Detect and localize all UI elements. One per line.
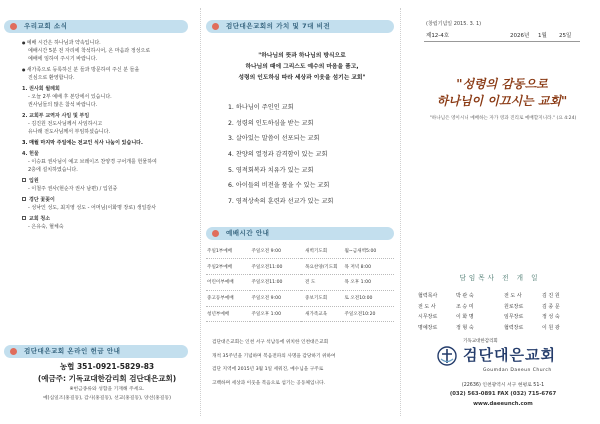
worship-time: 주일오후 1:00 — [250, 306, 301, 322]
worship-table — [206, 243, 394, 322]
theme-line-1: "성령의 감동으로 — [456, 77, 548, 91]
theme-verse: "하나님은 영이시니 예배하는 자가 영과 진리로 예배할지니라." (요 4:24) — [429, 116, 577, 121]
worship-row — [206, 259, 394, 275]
vision-item: 3. 살아있는 말씀이 선포되는 교회 — [228, 135, 320, 143]
announcement-line — [22, 112, 194, 120]
vision-item: 1. 하나님이 주인인 교회 — [228, 104, 294, 111]
church-name: 검단대은교회 — [463, 346, 556, 364]
bank-account: 농협 351-0921-5829-83 — [59, 362, 155, 371]
vision-item: 5. 영적회복과 치유가 있는 교회 — [228, 166, 314, 174]
header-dot-icon — [10, 348, 17, 355]
announcements-header — [4, 20, 188, 33]
announcement-text: - 성낙인 성도, 최지영 성도 - 어머님(이화명 장로) 생일감사 — [28, 205, 157, 211]
checkbox-square-icon — [22, 178, 26, 182]
online-offering-header-text: 검단대은교회 온라인 헌금 안내 — [24, 347, 121, 355]
bullet-icon: ● — [22, 40, 27, 45]
announcement-line — [22, 223, 194, 231]
bank-example: 예)십일조(홍길동), 감사(홍길동), 선교(홍길동), 양선(홍길동) — [43, 396, 171, 401]
announcement-text: 2. 교회부 교역자 사임 및 부임 — [22, 113, 90, 119]
vision-item: 2. 성령의 인도하심을 받는 교회 — [228, 119, 314, 127]
church-intro-line: 고백하며 세상과 이웃을 복음으로 섬기는 공동체입니다. — [212, 380, 326, 386]
worship-row — [206, 243, 394, 259]
staff-role: 원로장로 — [504, 303, 524, 310]
worship-time: 주일오전11:00 — [250, 275, 301, 291]
church-intro-line: 검단 지역에 2015년 3월 1일 세워진, 예수님을 구주로 — [212, 367, 324, 373]
announcement-line — [22, 196, 194, 204]
staff-name: 이 원 광 — [542, 324, 560, 331]
staff-row — [418, 312, 590, 323]
church-phone: (032) 563-0891 FAX (032) 715-6767 — [449, 391, 557, 397]
announcement-line — [22, 150, 194, 158]
announcement-text: 유나래 전도사님께서 부임하셨습니다. — [28, 129, 111, 135]
announcement-line — [22, 47, 194, 55]
staff-name: 박 관 숙 — [456, 293, 474, 299]
staff-name: 정 성 숙 — [542, 314, 560, 320]
vision-list — [228, 100, 398, 210]
announcement-line — [22, 101, 194, 109]
staff-name: 조 승 미 — [456, 303, 474, 310]
announcement-line — [22, 185, 194, 193]
vision-item: 6. 아이들의 비전을 품을 수 있는 교회 — [228, 182, 330, 190]
checkbox-square-icon — [22, 216, 26, 220]
denomination-name: 기독교대한감리회 — [463, 339, 498, 344]
worship-row — [206, 306, 394, 322]
staff-role: 전 도 사 — [418, 303, 436, 310]
worship-time: 월~금새벽5:00 — [343, 243, 394, 259]
announcement-text: - 김진원 전도사님께서 사임하시고 — [28, 121, 103, 127]
contact-info — [410, 381, 596, 409]
announcement-text: 권사님들의 많은 참석 바랍니다. — [28, 102, 98, 108]
announcement-line — [22, 204, 194, 212]
issue-year: 2026년 — [510, 33, 530, 39]
worship-name: 중보기도회 — [301, 290, 343, 306]
staff-role: 전 도 사 — [504, 293, 522, 299]
church-website[interactable]: www.daeeunch.com — [473, 400, 533, 407]
fold-line — [200, 8, 201, 416]
staff-name: 이 화 명 — [456, 314, 474, 320]
worship-time: 목 오후 1:00 — [343, 275, 394, 291]
announcement-text: - 이철주 권사(현순자 권사 남편) / 입원중 — [28, 186, 118, 192]
online-offering-header — [4, 345, 188, 358]
announcement-text: 4. 헌물 — [22, 151, 39, 157]
worship-time: 주일오전 9:00 — [250, 243, 301, 259]
left-panel — [0, 0, 200, 424]
bullet-icon: ● — [22, 67, 27, 72]
announcements-list — [22, 39, 194, 231]
worship-time: 주일오전11:00 — [250, 259, 301, 275]
worship-time: 주일오전10:20 — [343, 306, 394, 322]
announcement-text: 2층에 설치하였습니다. — [28, 167, 78, 173]
staff-name: 김 진 원 — [542, 293, 560, 299]
worship-name: 목요찬양/기도회 — [301, 259, 343, 275]
announcement-line — [22, 128, 194, 136]
checkbox-square-icon — [22, 197, 26, 201]
worship-name: 새벽기도회 — [301, 243, 343, 259]
announcement-line — [22, 74, 194, 82]
announcement-text: 예배 시간은 하나님과 약속입니다. — [26, 40, 101, 46]
announcement-line — [22, 166, 194, 174]
vision-item: 7. 영적상속의 훈련과 선교가 있는 교회 — [228, 198, 334, 206]
vision-statement-line: 성령의 인도하심 따라 세상과 이웃을 섬기는 교회" — [238, 75, 366, 81]
announcement-text: 진심으로 환영합니다. — [28, 75, 75, 81]
staff-row — [418, 323, 590, 334]
founding-date: (창립기념일 2015. 3. 1) — [426, 21, 482, 27]
announcement-text: 교회 청소 — [29, 216, 51, 222]
announcement-line — [22, 158, 194, 166]
staff-role: 협력장로 — [504, 324, 524, 331]
vision-header-text: 검단대은교회의 가치 및 7대 비전 — [226, 22, 331, 30]
worship-row — [206, 275, 394, 291]
vision-statement-line: "하나님의 뜻과 하나님의 방식으로 — [258, 53, 346, 59]
header-dot-icon — [212, 23, 219, 30]
announcement-text: - 이승표 권사님이 예고 브레이즈 찬양경 구어개를 헌물하여 — [28, 159, 157, 165]
announcement-line — [22, 139, 194, 147]
announcement-line — [22, 39, 194, 47]
worship-name: 어린이부예배 — [206, 275, 250, 291]
bank-note: ※헌금종류와 성함을 기재해 주세요. — [69, 387, 145, 392]
header-dot-icon — [212, 230, 219, 237]
worship-name: 주일2부예배 — [206, 259, 250, 275]
staff-role: 명예장로 — [418, 324, 438, 331]
staff-name: 김 종 문 — [542, 303, 560, 310]
announcement-line — [22, 66, 194, 74]
staff-row — [418, 302, 590, 313]
church-intro-line: 검단대은교회는 인천 서구 석남동에 위치한 인천대은교회 — [212, 340, 329, 345]
announcement-line — [22, 215, 194, 223]
worship-time: 토 오전10:00 — [343, 290, 394, 306]
staff-row — [418, 291, 590, 302]
worship-header — [206, 227, 394, 240]
header-dot-icon — [10, 23, 17, 30]
worship-name: 전 도 — [301, 275, 343, 291]
announcement-line — [22, 93, 194, 101]
fold-line — [400, 8, 401, 416]
worship-time: 주일오전 9:00 — [250, 290, 301, 306]
worship-name: 새가족교육 — [301, 306, 343, 322]
staff-grid — [418, 291, 590, 333]
announcement-line — [22, 55, 194, 63]
church-name-english: Goumdan Daeeun Church — [483, 368, 552, 373]
announcement-line — [22, 177, 194, 185]
staff-role: 임무장로 — [504, 314, 524, 320]
announcement-text: 예배에 임하여 주시기 바랍니다. — [28, 56, 98, 62]
issue-number: 제12-4호 — [426, 33, 450, 39]
issue-date-line — [424, 31, 580, 42]
announcement-text: 1. 권사회 월례회 — [22, 86, 60, 92]
announcement-text: 입원 — [29, 178, 39, 184]
bank-info — [22, 361, 192, 403]
worship-row — [206, 290, 394, 306]
theme-line-2: 하나님이 이끄시는 교회" — [436, 94, 568, 108]
worship-name: 청년부예배 — [206, 306, 250, 322]
announcements-header-text: 우리교회 소식 — [24, 22, 68, 30]
staff-name: 정 형 숙 — [456, 324, 474, 331]
church-emblem-icon — [437, 346, 457, 366]
vision-header — [206, 20, 394, 33]
worship-name: 중고등부예배 — [206, 290, 250, 306]
church-address: (22636) 인천광역시 서구 현평로 51-1 — [461, 383, 545, 388]
announcement-text: - 은유숙, 혈체숙 — [28, 224, 64, 230]
staff-role: 시무장로 — [418, 314, 438, 320]
announcement-text: 예배시간 5분 전 자리에 착석하시어, 온 마음과 정성으로 — [28, 48, 151, 54]
vision-statement-line: 하나님의 때에 그리스도 예수의 마음을 품고, — [245, 64, 359, 70]
staff-role: 협력목사 — [418, 293, 438, 299]
church-logo — [437, 338, 587, 378]
bank-holder: (예금주: 기독교대한감리회 검단대은교회) — [37, 374, 177, 383]
church-intro — [212, 336, 392, 390]
pastor-title: 담임목사 전 개 일 — [459, 274, 541, 282]
theme-title — [412, 76, 592, 110]
announcement-text: 3. 매월 마지막 주일에는 전교인 식사 나눔이 있습니다. — [22, 140, 143, 146]
church-intro-line: 개척 35주년을 기념하며 복음전파의 사명을 감당하기 위하여 — [212, 353, 336, 359]
announcement-line — [22, 120, 194, 128]
issue-day: 25일 — [559, 33, 572, 39]
vision-item: 4. 찬양의 열정과 감격함이 있는 교회 — [228, 151, 328, 159]
worship-header-text: 예배시간 안내 — [226, 229, 270, 237]
worship-time: 목 저녁 8:00 — [343, 259, 394, 275]
announcement-text: 새가족으로 등록하신 분 들과 방문하여 주신 분 들을 — [26, 67, 140, 73]
announcement-text: - 오늘 2부 예배 후 본당에서 있습니다. — [28, 94, 112, 100]
issue-month: 1월 — [538, 33, 547, 39]
announcement-text: 경단 꽃꽂이 — [29, 197, 55, 203]
announcement-line — [22, 85, 194, 93]
worship-name: 주일1부예배 — [206, 243, 250, 259]
vision-statement — [210, 51, 394, 84]
